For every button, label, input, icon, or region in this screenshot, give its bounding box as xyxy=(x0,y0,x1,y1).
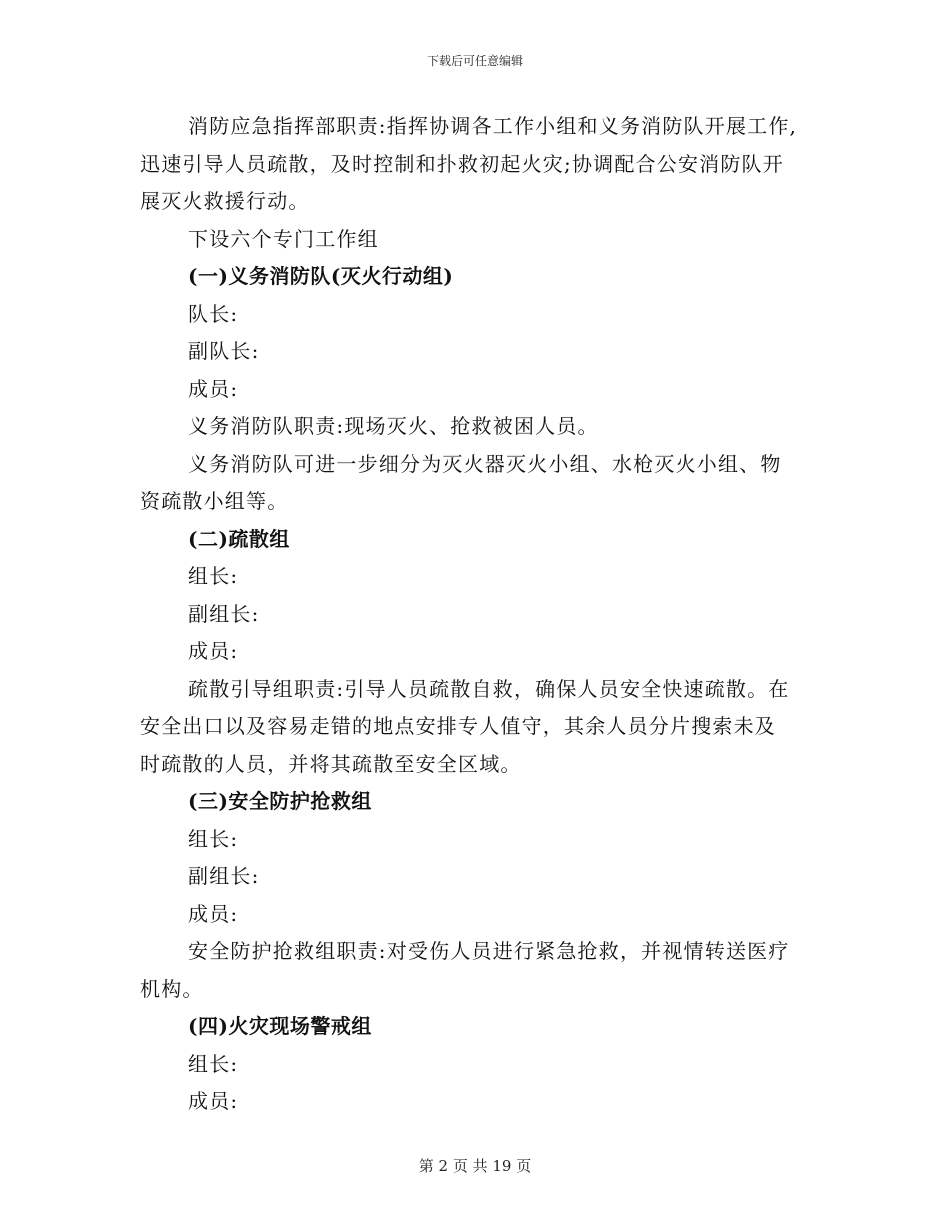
role-field: 成员: xyxy=(188,1089,239,1113)
role-field: 副组长: xyxy=(188,601,260,626)
paragraph-line: 义务消防队职责:现场灭火、抢救被困人员。 xyxy=(188,414,599,438)
section-heading: (二)疏散组 xyxy=(188,526,290,551)
document-body xyxy=(140,108,820,1121)
section-heading: (一)义务消防队(灭火行动组) xyxy=(188,264,454,288)
paragraph-line: 下设六个专门工作组 xyxy=(188,226,379,251)
paragraph-line: 展灭火救援行动。 xyxy=(140,189,310,213)
role-field: 成员: xyxy=(188,639,239,663)
role-field: 成员: xyxy=(188,901,239,926)
role-field: 组长: xyxy=(188,564,239,588)
download-note: 下载后可任意编辑 xyxy=(426,54,523,68)
section-heading: (四)火灾现场警戒组 xyxy=(188,1014,372,1038)
paragraph-line: 资疏散小组等。 xyxy=(140,489,289,513)
role-field: 组长: xyxy=(188,1051,239,1076)
paragraph-line: 时疏散的人员，并将其疏散至安全区域。 xyxy=(140,751,522,776)
page-number: 第 2 页 共 19 页 xyxy=(418,1157,532,1175)
paragraph-line: 消防应急指挥部职责:指挥协调各工作小组和义务消防队开展工作, xyxy=(188,114,798,138)
paragraph-line: 疏散引导组职责:引导人员疏散自救，确保人员安全快速疏散。在 xyxy=(188,676,790,701)
section-heading: (三)安全防护抢救组 xyxy=(188,789,372,813)
paragraph-line: 安全出口以及容易走错的地点安排专人值守，其余人员分片搜索未及 xyxy=(140,714,776,738)
paragraph-line: 机构。 xyxy=(140,976,204,1001)
role-field: 成员: xyxy=(188,376,239,401)
paragraph-line: 安全防护抢救组职责:对受伤人员进行紧急抢救，并视情转送医疗 xyxy=(188,939,790,963)
paragraph-line: 迅速引导人员疏散，及时控制和扑救初起火灾;协调配合公安消防队开 xyxy=(140,151,784,176)
role-field: 组长: xyxy=(188,826,239,851)
role-field: 副组长: xyxy=(188,864,260,888)
paragraph-line: 义务消防队可进一步细分为灭火器灭火小组、水枪灭火小组、物 xyxy=(188,451,782,476)
role-field: 队长: xyxy=(188,301,239,326)
role-field: 副队长: xyxy=(188,339,260,363)
